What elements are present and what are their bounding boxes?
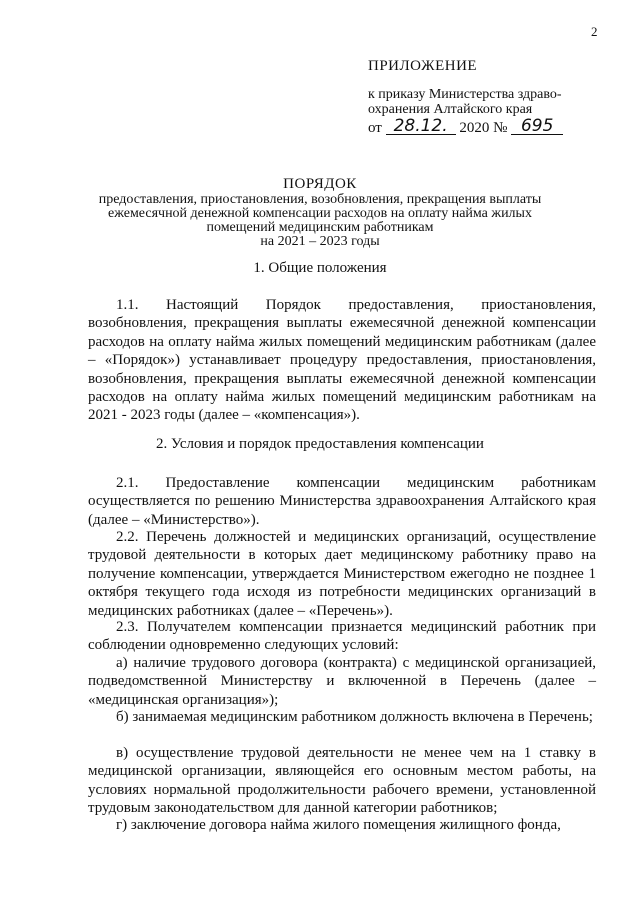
- condition-a: а) наличие трудового договора (контракта) с медицинской организацией, подведомственной Министерству и включенной в Перечень (далее – «медицинская организация»);: [88, 655, 596, 708]
- year-and-number-label: 2020 №: [459, 120, 508, 136]
- appendix-block: [368, 58, 563, 137]
- appendix-title: ПРИЛОЖЕНИЕ: [368, 58, 478, 74]
- condition-d: г) заключение договора найма жилого помещения жилищного фонда,: [116, 817, 561, 833]
- condition-b: б) занимаемая медицинским работником должность включена в Перечень;: [116, 709, 593, 725]
- page-number: 2: [591, 24, 598, 39]
- appendix-order-line-1: к приказу Министерства здраво-: [368, 87, 562, 102]
- appendix-date-line: [368, 116, 563, 137]
- paragraph-2-2: 2.2. Перечень должностей и медицинских организаций, осуществление трудовой деятельности в которых дает медицинскому работнику право на получение компенсации, утверждается Министерством ежегодно не позднее 1 октября текущего года исходя из потребности медицинских организаций в медицинских работниках (далее – «Перечень»).: [88, 529, 596, 619]
- document-subtitle-line-1: предоставления, приостановления, возобновления, прекращения выплаты: [98, 192, 542, 207]
- document-title: ПОРЯДОК: [283, 176, 357, 192]
- appendix-order-line-2: охранения Алтайского края: [368, 102, 533, 117]
- document-title-block: [60, 176, 580, 249]
- section-heading-1: 1. Общие положения: [253, 260, 387, 276]
- document-subtitle-line-3: помещений медицинским работникам: [206, 220, 434, 235]
- handwritten-number: 695: [511, 118, 563, 135]
- document-subtitle-line-2: ежемесячной денежной компенсации расходов на оплату найма жилых: [108, 206, 532, 221]
- paragraph-1-1: 1.1. Настоящий Порядок предоставления, приостановления, возобновления, прекращения выплаты ежемесячной денежной компенсации расходов на оплату найма жилых помещений медицинским работникам (далее – «Порядок») устанавливает процедуру предоставления, приостановления, возобновления, прекращения выплаты ежемесячной денежной компенсации расходов на оплату найма жилых помещений медицинским работникам на 2021 - 2023 годы (далее – «компенсация»).: [88, 297, 596, 424]
- document-subtitle-line-4: на 2021 – 2023 годы: [260, 234, 380, 249]
- handwritten-date: 28.12.: [386, 118, 456, 135]
- section-heading-2: 2. Условия и порядок предоставления компенсации: [156, 436, 484, 452]
- paragraph-2-3: 2.3. Получателем компенсации признается медицинский работник при соблюдении одновременно следующих условий:: [88, 619, 596, 654]
- paragraph-2-1: 2.1. Предоставление компенсации медицинским работникам осуществляется по решению Министерства здравоохранения Алтайского края (далее – «Министерство»).: [88, 475, 596, 528]
- condition-c: в) осуществление трудовой деятельности не менее чем на 1 ставку в медицинской организации, являющейся его основным местом работы, на условиях нормальной продолжительности рабочего времени, установленной трудовым законодательством для данной категории работников;: [88, 745, 596, 817]
- date-prefix: от: [368, 120, 382, 136]
